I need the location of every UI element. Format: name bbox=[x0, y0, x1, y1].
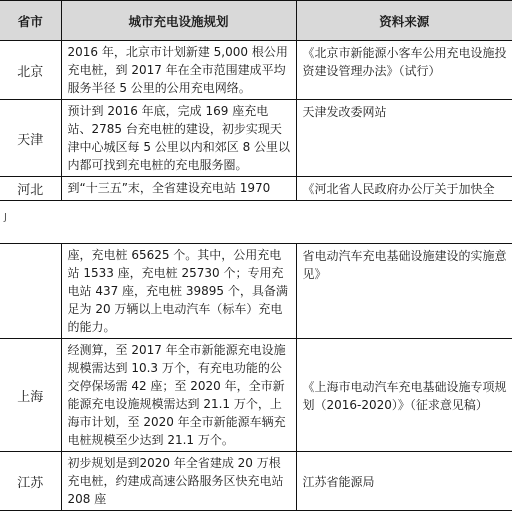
province-cell: 江苏 bbox=[0, 452, 61, 511]
policy-table-page2 bbox=[0, 243, 512, 511]
source-cell: 《河北省人民政府办公厅关于加快全 bbox=[296, 177, 512, 201]
province-cell: 北京 bbox=[0, 41, 61, 100]
source-cell: 《上海市电动汽车充电基础设施专项规划（2016-2020）》（征求意见稿） bbox=[296, 339, 512, 452]
table-row-hebei-cont bbox=[0, 244, 512, 339]
table-row-jiangsu bbox=[0, 452, 512, 511]
header-plan: 城市充电设施规划 bbox=[61, 1, 296, 41]
source-cell: 江苏省能源局 bbox=[296, 452, 512, 511]
page-break-mark: J bbox=[4, 212, 7, 223]
plan-cell: 初步规划是到2020 年全省建成 20 万根充电桩，约建成高速公路服务区快充电站 208 座 bbox=[61, 452, 296, 511]
header-source: 资料来源 bbox=[296, 1, 512, 41]
table-row-beijing bbox=[0, 41, 512, 100]
policy-table-page1 bbox=[0, 0, 512, 201]
table-row-shanghai bbox=[0, 339, 512, 452]
province-cell: 河北 bbox=[0, 177, 61, 201]
province-cell: 天津 bbox=[0, 100, 61, 177]
source-cell: 天津发改委网站 bbox=[296, 100, 512, 177]
source-cell: 《北京市新能源小客车公用充电设施投资建设管理办法》（试行） bbox=[296, 41, 512, 100]
plan-cell: 座，充电桩 65625 个。其中，公用充电站 1533 座，充电桩 25730 个；专用充电站 437 座，充电桩 39895 个，具备满足为 20 万辆以上电动汽车（标车）充电的能力。 bbox=[61, 244, 296, 339]
plan-cell: 2016 年，北京市计划新建 5,000 根公用充电桩，到 2017 年在全市范围建成平均服务半径 5 公里的公用充电网络。 bbox=[61, 41, 296, 100]
table-header-row bbox=[0, 1, 512, 41]
table-row-tianjin bbox=[0, 100, 512, 177]
source-cell: 省电动汽车充电基础设施建设的实施意见》 bbox=[296, 244, 512, 339]
province-cell bbox=[0, 244, 61, 339]
plan-cell: 预计到 2016 年底，完成 169 座充电站、2785 台充电桩的建设，初步实现天津中心城区每 5 公里以内和郊区 8 公里以内都可找到充电桩的充电服务圈。 bbox=[61, 100, 296, 177]
header-province: 省市 bbox=[0, 1, 61, 41]
table-row-hebei bbox=[0, 177, 512, 201]
province-cell: 上海 bbox=[0, 339, 61, 452]
plan-cell: 到“十三五”末，全省建设充电站 1970 bbox=[61, 177, 296, 201]
plan-cell: 经测算，至 2017 年全市新能源充电设施规模需达到 10.3 万个，有充电功能的公交停保场需 42 座；至 2020 年，全市新能源充电设施规模需达到 21.1 万个，上海市计划，至 2020 年全市新能源车辆充电桩规模至少达到 21.1 万个。 bbox=[61, 339, 296, 452]
